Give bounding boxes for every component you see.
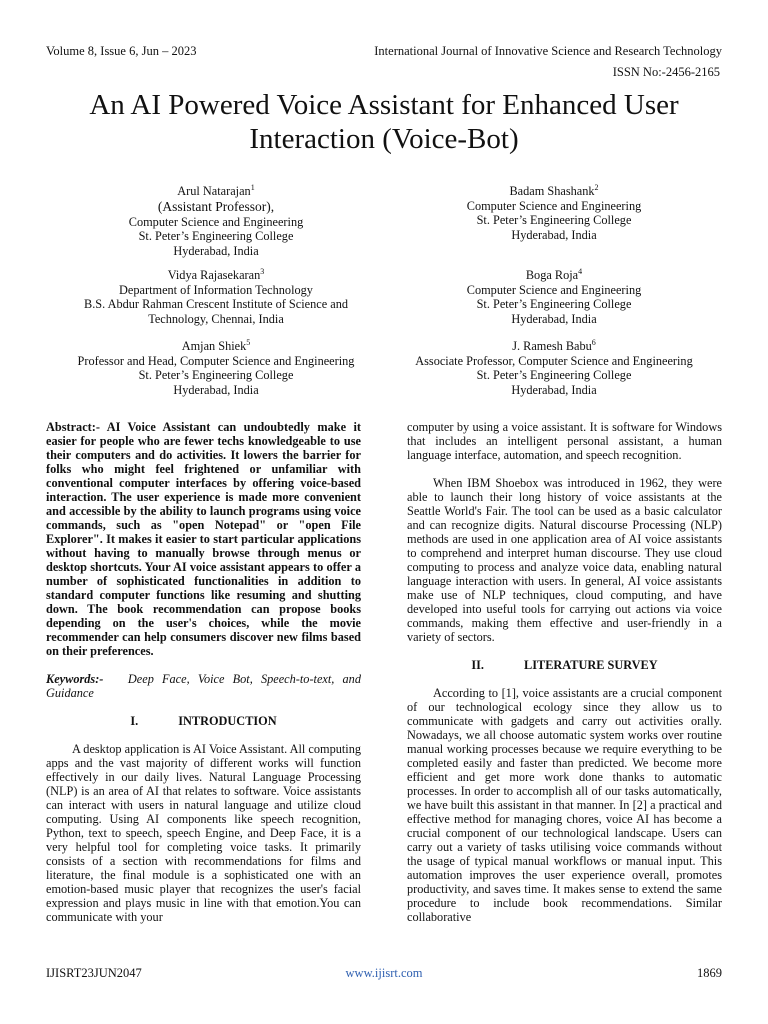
author-line: Professor and Head, Computer Science and Engineering: [77, 353, 355, 368]
author-line: St. Peter’s Engineering College: [476, 213, 632, 228]
author-line: Technology, Chennai, India: [148, 311, 284, 326]
paper-title: [40, 88, 728, 156]
author-name: Arul Natarajan: [177, 184, 251, 199]
author-sup: 3: [260, 267, 265, 276]
section-title: LITERATURE SURVEY: [524, 658, 658, 672]
author-block-1: [46, 181, 386, 258]
author-line: Hyderabad, India: [511, 382, 597, 397]
header-issn: ISSN No:-2456-2165: [612, 65, 720, 79]
author-sup: 5: [246, 338, 251, 347]
header-volume: Volume 8, Issue 6, Jun – 2023: [46, 44, 197, 58]
author-line: St. Peter’s Engineering College: [138, 229, 294, 244]
footer-paper-id: IJISRT23JUN2047: [46, 966, 142, 980]
keywords: [46, 672, 361, 700]
paragraph-ibm-shoebox: When IBM Shoebox was introduced in 1962, they were able to launch their long history of voice assistants at the Seattle World's Fair. The tool can be used as a basic calculator and can recognize digits. Natural discourse Processing (NLP) methods are used in one application area of AI voice assistants to comprehend and interpret human discourse. They use cloud computing to process and analyze voice data, enabling natural language interaction with users. In general, AI voice assistants make use of NLP techniques, cloud computing, and have developed into useful tools for carrying out actions via voice commands, making them effective and user-friendly in a variety of sectors.: [407, 476, 722, 644]
author-name: Badam Shashank: [509, 184, 595, 199]
footer-url-link[interactable]: www.ijisrt.com: [345, 966, 423, 980]
author-line: Computer Science and Engineering: [128, 214, 304, 229]
author-sup: 4: [578, 267, 583, 276]
header-journal: International Journal of Innovative Science and Research Technology: [374, 44, 722, 58]
author-line: Computer Science and Engineering: [466, 198, 642, 213]
author-name: Amjan Shiek: [181, 339, 247, 354]
literature-paragraph: According to [1], voice assistants are a crucial component of our technological ecology since they allow us to communicate with gadgets and carry out activities orally. Nowadays, we all choose automatic system works over routine manual working processes because we require everything to be completed easily and faster than predicted. We become more efficient and get more work done thanks to automatic processes. In order to accomplish all of our tasks automatically, we have built this assistant in that manner. In [2] a practical and effective method for managing chores, voice AI has become a crucial component of our technological landscape. Users can carry out a variety of tasks utilising voice commands without the usage of typical manual workflows or manual input. This automation improves the user experience overall, promotes productivity, and saves time. It makes sense to extend the same procedure to include book recommendations. Similar collaborative: [407, 686, 722, 924]
author-block-3: [46, 265, 386, 326]
keywords-label: Keywords:-: [46, 672, 104, 686]
author-line: Computer Science and Engineering: [466, 282, 642, 297]
author-block-4: [384, 265, 724, 326]
author-block-2: [384, 181, 724, 242]
author-sup: 1: [250, 183, 255, 192]
keywords-text: Deep Face, Voice Bot, Speech-to-text, and Guidance: [46, 672, 361, 700]
author-line: Hyderabad, India: [173, 382, 259, 397]
author-line: Department of Information Technology: [119, 282, 313, 297]
author-block-6: [384, 336, 724, 397]
author-line: B.S. Abdur Rahman Crescent Institute of Science and: [84, 297, 348, 312]
right-column: [407, 420, 722, 924]
footer-page-number: 1869: [697, 966, 722, 980]
title-line-2: Interaction (Voice-Bot): [249, 123, 519, 155]
author-line: St. Peter’s Engineering College: [476, 297, 632, 312]
author-line: Hyderabad, India: [511, 311, 597, 326]
left-column: [46, 420, 361, 924]
author-sup: 2: [594, 183, 599, 192]
author-line: St. Peter’s Engineering College: [138, 368, 294, 383]
section-number: I.: [130, 714, 139, 728]
author-line: Associate Professor, Computer Science and Engineering: [415, 353, 693, 368]
section-number: II.: [471, 658, 485, 672]
author-line: Hyderabad, India: [173, 243, 259, 258]
author-sup: 6: [591, 338, 596, 347]
author-name: Vidya Rajasekaran: [167, 268, 261, 283]
author-line: St. Peter’s Engineering College: [476, 368, 632, 383]
section-heading-literature-survey: [407, 658, 722, 672]
section-heading-introduction: [46, 714, 361, 728]
paragraph-continued: computer by using a voice assistant. It is software for Windows that includes an intelligent personal assistant, a human language interface, automation, and speech recognition.: [407, 420, 722, 462]
author-line: (Assistant Professor),: [157, 198, 275, 214]
intro-paragraph: A desktop application is AI Voice Assistant. All computing apps and the vast majority of different works will function effectively in our daily lives. Natural Language Processing (NLP) is an area of AI that relates to software. Voice assistants can interact with users in natural language and utilize cloud computing. Using AI components like speech recognition, Python, text to speech, speech Engine, and Deep Face, it is a very helpful tool for completing voice tasks. It primarily consists of a section with recommendations for films and literature, the final module is a sophisticated one with an emotion-based music player that recognizes the user's facial expression and plays music in line with that emotion.You can communicate with your: [46, 742, 361, 924]
abstract: Abstract:- AI Voice Assistant can undoubtedly make it easier for people who are fewer techs knowledgeable to use their computers and do activities. It lowers the barrier for folks who might feel frightened or unfamiliar with conventional computer interfaces by offering voice-based interaction. The user experience is made more convenient and accessible by the ability to launch programs using voice commands, such as "open Notepad" or "open File Explorer". It makes it easier to start particular applications without having to manually browse through menus or desktop shortcuts. Your AI voice assistant appears to offer a number of sophisticated functionalities in addition to standard computer functions like resuming and shutting down. The book recommendation can propose books depending on the user's choices, while the movie recommender can help consumers discover new films based on their preferences.: [46, 420, 361, 658]
author-name: Boga Roja: [525, 268, 579, 283]
author-line: Hyderabad, India: [511, 227, 597, 242]
title-line-1: An AI Powered Voice Assistant for Enhanced User: [89, 89, 679, 121]
author-name: J. Ramesh Babu: [512, 339, 592, 354]
section-title: INTRODUCTION: [178, 714, 277, 728]
author-block-5: [46, 336, 386, 397]
